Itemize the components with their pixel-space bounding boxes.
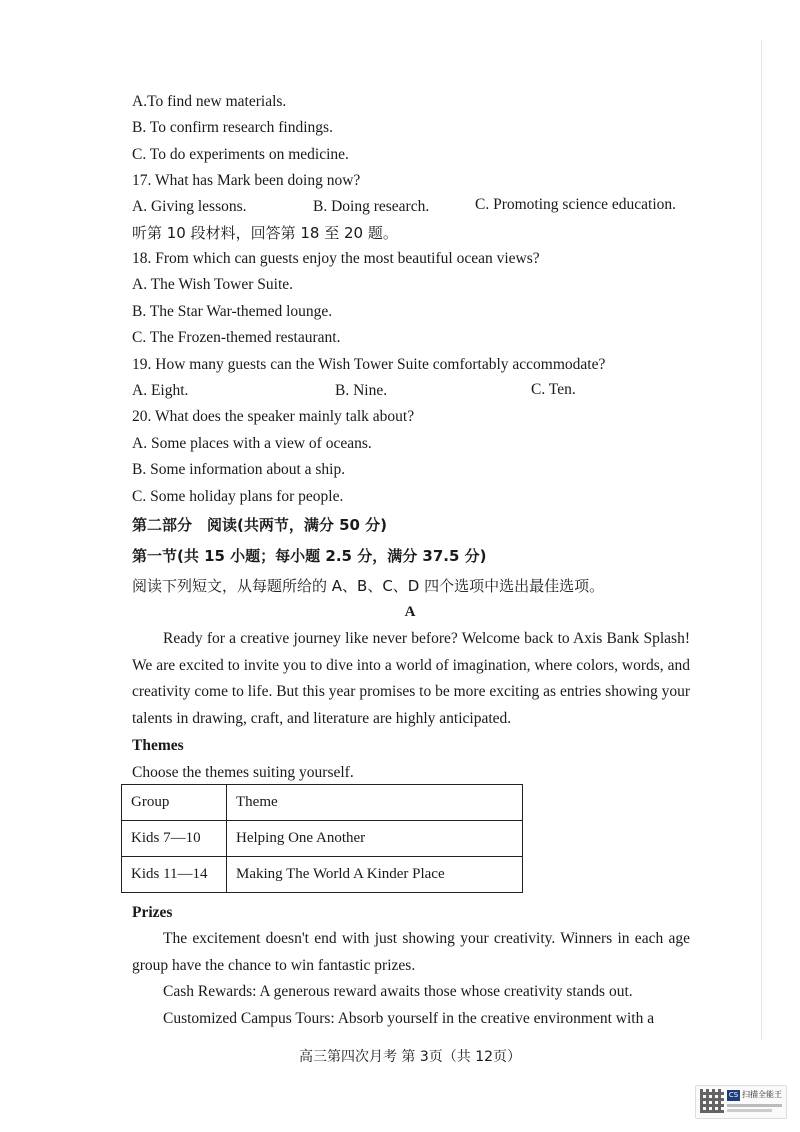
passage-intro	[132, 626, 690, 732]
prizes-heading: Prizes	[132, 904, 173, 921]
scanner-app-name: 扫描全能王	[742, 1090, 782, 1099]
cell-theme: Helping One Another	[227, 821, 523, 857]
q19-question: 19. How many guests can the Wish Tower Suite comfortably accommodate?	[132, 356, 606, 373]
cell-group: Kids 7—10	[122, 821, 227, 857]
q17-option-b: B. Doing research.	[313, 198, 430, 215]
prizes-paragraph: The excitement doesn't end with just showing your creativity. Winners in each age group have the chance to win fantastic prizes.	[132, 930, 690, 974]
q18-option-c: C. The Frozen-themed restaurant.	[132, 329, 341, 346]
q20-option-c: C. Some holiday plans for people.	[132, 488, 344, 505]
q20-option-b: B. Some information about a ship.	[132, 461, 346, 478]
section-10-instruction: 听第 10 段材料，回答第 18 至 20 题。	[132, 224, 398, 242]
table-row	[122, 857, 523, 893]
table-header-row	[122, 785, 523, 821]
qr-code-icon	[700, 1089, 724, 1113]
cell-group: Kids 11—14	[122, 857, 227, 893]
q17-option-c: C. Promoting science education.	[475, 196, 677, 213]
themes-table	[121, 784, 523, 893]
q20-question: 20. What does the speaker mainly talk about?	[132, 408, 415, 425]
q19-option-a: A. Eight.	[132, 382, 189, 399]
table-row	[122, 821, 523, 857]
q18-option-a: A. The Wish Tower Suite.	[132, 276, 294, 293]
scanner-watermark	[695, 1085, 787, 1119]
part-two-heading: 第二部分 阅读(共两节，满分 50 分)	[132, 516, 388, 534]
campus-tours-paragraph: Customized Campus Tours: Absorb yourself in the creative environment with a	[163, 1009, 655, 1027]
section-one-heading: 第一节(共 15 小题；每小题 2.5 分，满分 37.5 分)	[132, 547, 487, 565]
q16-option-c: C. To do experiments on medicine.	[132, 146, 349, 163]
page-footer: 高三第四次月考 第 3页（共 12页）	[298, 1049, 522, 1065]
q16-option-b: B. To confirm research findings.	[132, 119, 333, 136]
q20-option-a: A. Some places with a view of oceans.	[132, 435, 372, 452]
header-group: Group	[122, 785, 227, 821]
scan-edge-line	[761, 40, 762, 1040]
q18-question: 18. From which can guests enjoy the most beautiful ocean views?	[132, 250, 540, 267]
cash-rewards-paragraph: Cash Rewards: A generous reward awaits those whose creativity stands out.	[163, 983, 633, 1000]
stamp-fine-print	[727, 1104, 782, 1107]
prizes-section	[132, 926, 690, 1032]
themes-heading: Themes	[132, 737, 184, 754]
reading-instruction: 阅读下列短文，从每题所给的 A、B、C、D 四个选项中选出最佳选项。	[132, 577, 605, 595]
q19-option-b: B. Nine.	[335, 382, 388, 399]
q17-option-a: A. Giving lessons.	[132, 198, 247, 215]
header-theme: Theme	[227, 785, 523, 821]
q19-option-c: C. Ten.	[531, 381, 576, 398]
q17-question: 17. What has Mark been doing now?	[132, 172, 361, 189]
themes-intro: Choose the themes suiting yourself.	[132, 764, 354, 781]
scanner-logo-icon: CS	[728, 1091, 739, 1099]
cell-theme: Making The World A Kinder Place	[227, 857, 523, 893]
passage-label: A	[404, 604, 416, 620]
q16-option-a: A.To find new materials.	[132, 93, 287, 110]
stamp-fine-print	[727, 1109, 772, 1112]
q18-option-b: B. The Star War-themed lounge.	[132, 303, 333, 320]
intro-paragraph: Ready for a creative journey like never before? Welcome back to Axis Bank Splash! We are excited to invite you to dive into a world of imagination, where colors, words, and creativity come to life. But this year promises to be more exciting as entries showing your talents in drawing, craft, and literature are highly anticipated.	[132, 630, 690, 727]
